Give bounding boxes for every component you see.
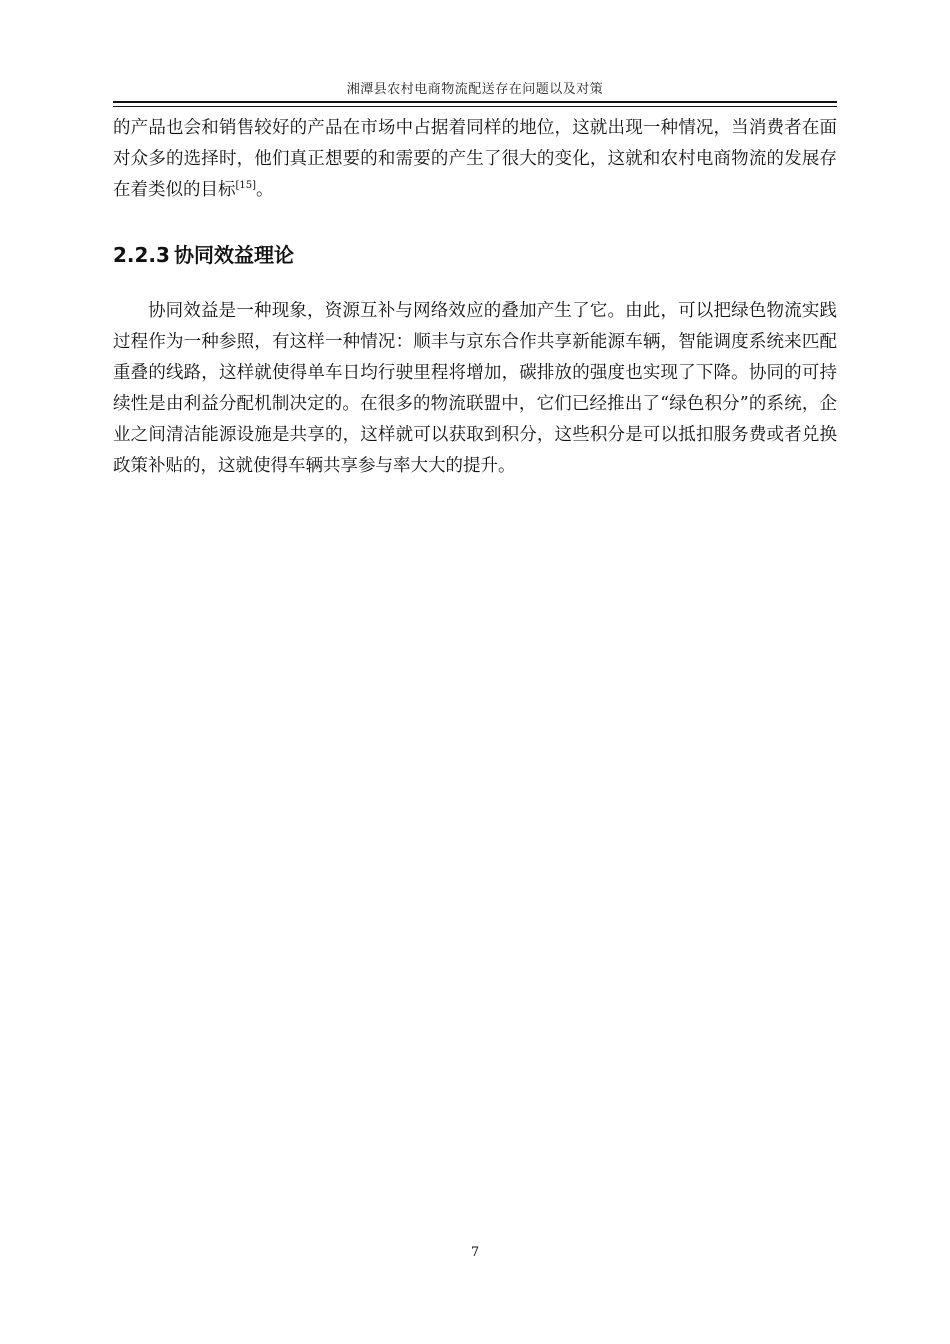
page-number: 7	[470, 1245, 480, 1260]
running-header: 湘潭县农村电商物流配送存在问题以及对策	[346, 82, 604, 97]
section-heading	[113, 240, 837, 270]
continued-paragraph-text: 的产品也会和销售较好的产品在市场中占据着同样的地位，这就出现一种情况，当消费者在面对众多的选择时，他们真正想要的和需要的产生了很大的变化，这就和农村电商物流的发展存在着类似的目标	[113, 118, 837, 200]
header-rule-thick	[113, 101, 837, 103]
header-rule-thin	[113, 106, 837, 107]
citation-marker: [15]	[235, 180, 257, 192]
continued-paragraph-ending: 。	[256, 180, 274, 200]
main-paragraph: 协同效益是一种现象，资源互补与网络效应的叠加产生了它。由此，可以把绿色物流实践过程作为一种参照，有这样一种情况：顺丰与京东合作共享新能源车辆，智能调度系统来匹配重叠的线路，这样就使得单车日均行驶里程将增加，碳排放的强度也实现了下降。协同的可持续性是由利益分配机制决定的。在很多的物流联盟中，它们已经推出了“绿色积分”的系统，企业之间清洁能源设施是共享的，这样就可以获取到积分，这些积分是可以抵扣服务费或者兑换政策补贴的，这就使得车辆共享参与率大大的提升。	[113, 301, 837, 476]
section-title: 协同效益理论	[173, 243, 294, 267]
section-number: 2.2.3	[113, 243, 170, 267]
continued-paragraph	[113, 113, 837, 206]
